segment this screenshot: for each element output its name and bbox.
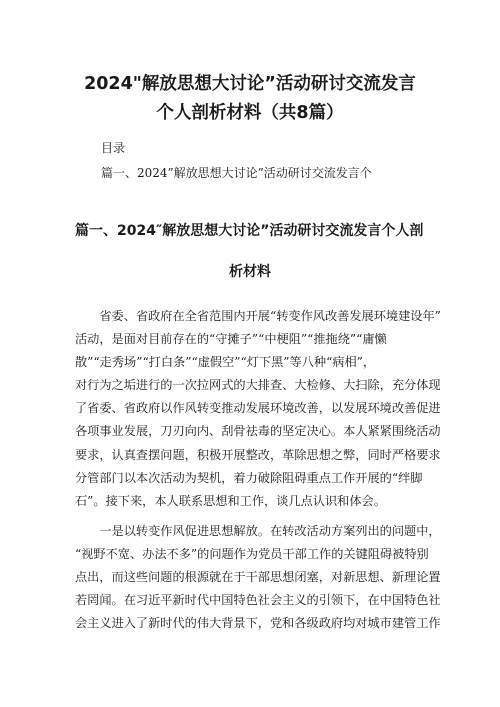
document-title bbox=[60, 70, 440, 128]
section-title-line-1: 篇一、2024″解放思想大讨论”活动研讨交流发言个人剖 bbox=[75, 223, 424, 239]
body-paragraph-2 bbox=[75, 520, 441, 635]
paragraph-line: 省委、省政府在全省范围内开展“转变作风改善发展环境建设年” bbox=[75, 309, 441, 323]
paragraph-line: 一是以转变作风促进思想解放。在转改活动方案列出的问题中， bbox=[75, 524, 441, 538]
paragraph-line: 散”“走秀场”“打白条”“虚假空”“灯下黑”等八种“病相”， bbox=[75, 355, 376, 370]
section-title-line-2: 析材料 bbox=[229, 264, 271, 280]
paragraph-line: 点出，而这些问题的根源就在于干部思想闭塞，对新思想、新理论置 bbox=[75, 570, 441, 585]
paragraph-line: 了省委、省政府以作风转变推动发展环境改善，以发展环境改善促进 bbox=[75, 401, 441, 416]
document-title-line-2: 个人剖析材料（共8篇） bbox=[156, 103, 344, 123]
paragraph-line: 会主义进入了新时代的伟大背景下，党和各级政府均对城市建管工作 bbox=[75, 616, 441, 631]
paragraph-line: 各项事业发展，刀刃向内、刮骨祛毒的坚定决心。本人紧紧围绕活动 bbox=[75, 424, 441, 439]
paragraph-line: 若罔闻。在习近平新时代中国特色社会主义的引领下，在中国特色社 bbox=[75, 593, 441, 608]
toc-item[interactable]: 篇一、2024”解放思想大讨论”活动研讨交流发言个 bbox=[101, 166, 372, 180]
paragraph-line: 活动，是面对目前存在的“守摊子”“中梗阻”“推拖绕”“庸懒 bbox=[75, 332, 387, 347]
toc-heading: 目录 bbox=[101, 141, 126, 155]
paragraph-line: 分管部门以本次活动为契机，着力破除阻碍重点工作开展的“绊脚 bbox=[75, 470, 423, 485]
paragraph-line: 对行为之垢进行的一次拉网式的大排查、大检修、大扫除，充分体现 bbox=[75, 378, 441, 393]
body-paragraph-1 bbox=[75, 305, 441, 513]
paragraph-line: 要求，认真查摆问题，积极开展整改，革除思想之弊，同时严格要求 bbox=[75, 447, 441, 462]
paragraph-line: 石”。接下来，本人联系思想和工作，谈几点认识和体会。 bbox=[75, 493, 386, 508]
paragraph-line: “视野不宽、办法不多”的问题作为党员干部工作的关键阻碍被特别 bbox=[75, 547, 429, 562]
document-title-line-1: 2024"解放思想大讨论”活动研讨交流发言 bbox=[84, 74, 416, 94]
